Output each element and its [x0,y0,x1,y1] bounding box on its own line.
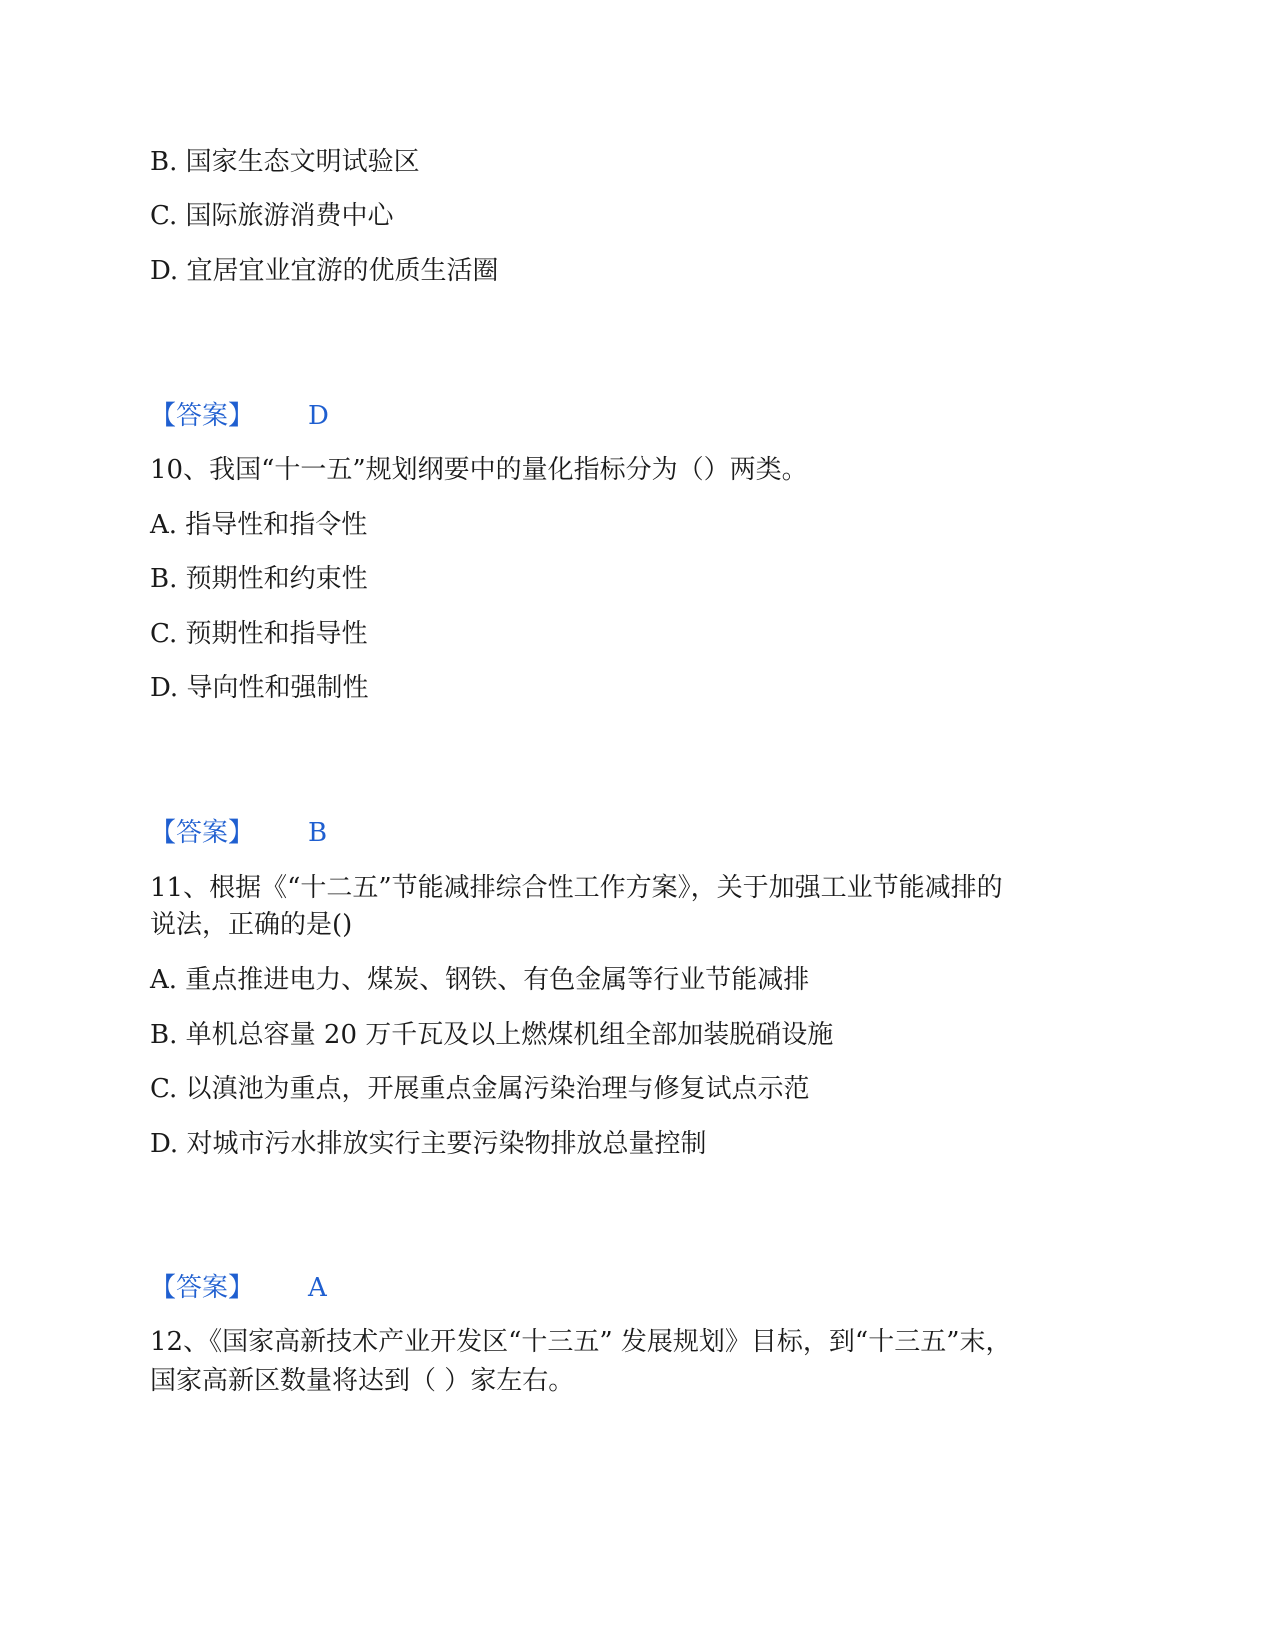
prev-option-c: C. 国际旅游消费中心 [150,201,394,231]
prev-option-b: B. 国家生态文明试验区 [150,147,420,177]
answer-label: 【答案】 [150,401,255,431]
q11-option-b: B. 单机总容量 20 万千瓦及以上燃煤机组全部加装脱硝设施 [150,1020,834,1050]
q11-answer [150,1268,327,1308]
q10-option-b: B. 预期性和约束性 [150,564,368,594]
answer-value: A [308,1273,327,1303]
q11-option-c: C. 以滇池为重点，开展重点金属污染治理与修复试点示范 [150,1074,810,1104]
prev-answer [150,396,329,436]
answer-label: 【答案】 [150,818,255,848]
q10-answer [150,813,328,853]
answer-label: 【答案】 [150,1273,255,1303]
q10-option-c: C. 预期性和指导性 [150,619,368,649]
q11-option-d: D. 对城市污水排放实行主要污染物排放总量控制 [150,1129,707,1159]
answer-value: B [308,818,328,848]
q10-option-d: D. 导向性和强制性 [150,673,369,703]
q11-option-a: A. 重点推进电力、煤炭、钢铁、有色金属等行业节能减排 [150,965,810,995]
answer-value: D [308,401,329,431]
prev-option-d: D. 宜居宜业宜游的优质生活圈 [150,256,499,286]
q12-stem-line1: 12、《国家高新技术产业开发区“十三五” 发展规划》目标，到“十三五”末， [150,1327,1012,1357]
q11-stem-line1: 11、根据《“十二五”节能减排综合性工作方案》，关于加强工业节能减排的 [150,873,1003,903]
q12-stem-line2: 国家高新区数量将达到（ ）家左右。 [150,1366,575,1396]
q11-stem-line2: 说法，正确的是() [150,910,353,940]
q10-stem: 10、我国“十一五”规划纲要中的量化指标分为（）两类。 [150,455,808,485]
q10-option-a: A. 指导性和指令性 [150,510,368,540]
